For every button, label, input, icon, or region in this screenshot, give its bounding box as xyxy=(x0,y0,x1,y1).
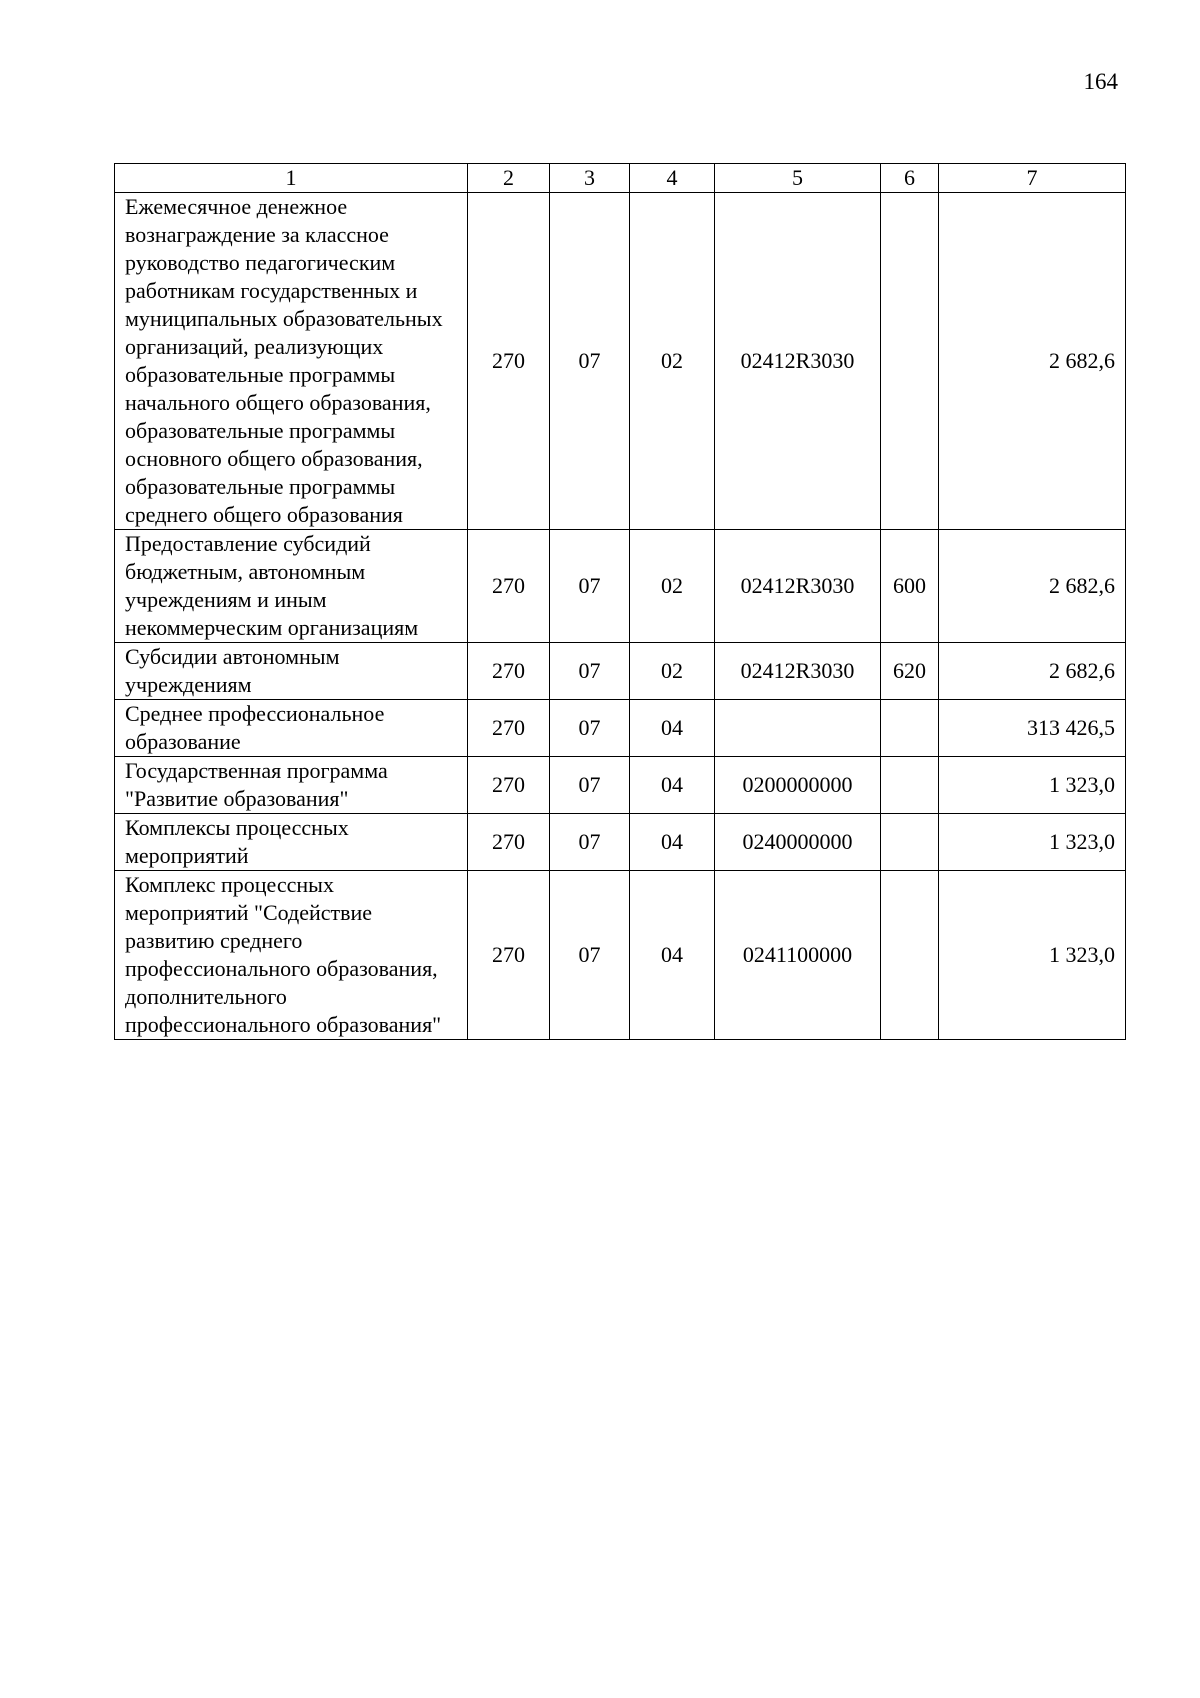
row-name-cell: Субсидии автономным учреждениям xyxy=(115,643,468,700)
amount-cell: 2 682,6 xyxy=(939,643,1126,700)
header-cell-2: 2 xyxy=(468,164,550,193)
subsection-code-cell: 04 xyxy=(630,700,715,757)
admin-code-cell: 270 xyxy=(468,530,550,643)
table-row xyxy=(115,757,1126,814)
admin-code-cell: 270 xyxy=(468,871,550,1040)
section-code-cell: 07 xyxy=(550,530,630,643)
admin-code-cell: 270 xyxy=(468,193,550,530)
amount-cell: 2 682,6 xyxy=(939,530,1126,643)
table-row xyxy=(115,871,1126,1040)
admin-code-cell: 270 xyxy=(468,643,550,700)
admin-code-cell: 270 xyxy=(468,814,550,871)
subsection-code-cell: 04 xyxy=(630,757,715,814)
expense-type-cell xyxy=(881,193,939,530)
target-item-cell: 02412R3030 xyxy=(715,643,881,700)
section-code-cell: 07 xyxy=(550,643,630,700)
subsection-code-cell: 02 xyxy=(630,193,715,530)
section-code-cell: 07 xyxy=(550,700,630,757)
header-cell-4: 4 xyxy=(630,164,715,193)
admin-code-cell: 270 xyxy=(468,757,550,814)
amount-cell: 313 426,5 xyxy=(939,700,1126,757)
header-cell-6: 6 xyxy=(881,164,939,193)
expense-type-cell xyxy=(881,814,939,871)
row-name-cell: Комплекс процессных мероприятий "Содействие развитию среднего профессионального образования, дополнительного профессионального образования" xyxy=(115,871,468,1040)
header-cell-7: 7 xyxy=(939,164,1126,193)
row-name-cell: Государственная программа "Развитие образования" xyxy=(115,757,468,814)
admin-code-cell: 270 xyxy=(468,700,550,757)
table-row xyxy=(115,193,1126,530)
row-name-cell: Предоставление субсидий бюджетным, автономным учреждениям и иным некоммерческим организациям xyxy=(115,530,468,643)
table-row xyxy=(115,643,1126,700)
target-item-cell: 02412R3030 xyxy=(715,530,881,643)
target-item-cell: 0200000000 xyxy=(715,757,881,814)
amount-cell: 1 323,0 xyxy=(939,814,1126,871)
header-cell-1: 1 xyxy=(115,164,468,193)
target-item-cell: 02412R3030 xyxy=(715,193,881,530)
table-row xyxy=(115,530,1126,643)
expense-type-cell xyxy=(881,871,939,1040)
expense-type-cell xyxy=(881,757,939,814)
budget-table xyxy=(114,163,1126,1040)
row-name-cell: Ежемесячное денежное вознаграждение за классное руководство педагогическим работникам государственных и муниципальных образовательных организаций, реализующих образовательные программы начального общего образования, образовательные программы основного общего образования, образовательные программы среднего общего образования xyxy=(115,193,468,530)
amount-cell: 1 323,0 xyxy=(939,757,1126,814)
section-code-cell: 07 xyxy=(550,814,630,871)
subsection-code-cell: 02 xyxy=(630,530,715,643)
subsection-code-cell: 04 xyxy=(630,871,715,1040)
page-number: 164 xyxy=(1083,69,1118,94)
target-item-cell: 0240000000 xyxy=(715,814,881,871)
expense-type-cell xyxy=(881,700,939,757)
subsection-code-cell: 02 xyxy=(630,643,715,700)
expense-type-cell: 620 xyxy=(881,643,939,700)
table-row xyxy=(115,814,1126,871)
amount-cell: 2 682,6 xyxy=(939,193,1126,530)
header-cell-5: 5 xyxy=(715,164,881,193)
subsection-code-cell: 04 xyxy=(630,814,715,871)
row-name-cell: Комплексы процессных мероприятий xyxy=(115,814,468,871)
section-code-cell: 07 xyxy=(550,757,630,814)
amount-cell: 1 323,0 xyxy=(939,871,1126,1040)
section-code-cell: 07 xyxy=(550,193,630,530)
target-item-cell: 0241100000 xyxy=(715,871,881,1040)
expense-type-cell: 600 xyxy=(881,530,939,643)
header-cell-3: 3 xyxy=(550,164,630,193)
section-code-cell: 07 xyxy=(550,871,630,1040)
target-item-cell xyxy=(715,700,881,757)
table-header-row xyxy=(115,164,1126,193)
row-name-cell: Среднее профессиональное образование xyxy=(115,700,468,757)
table-row xyxy=(115,700,1126,757)
